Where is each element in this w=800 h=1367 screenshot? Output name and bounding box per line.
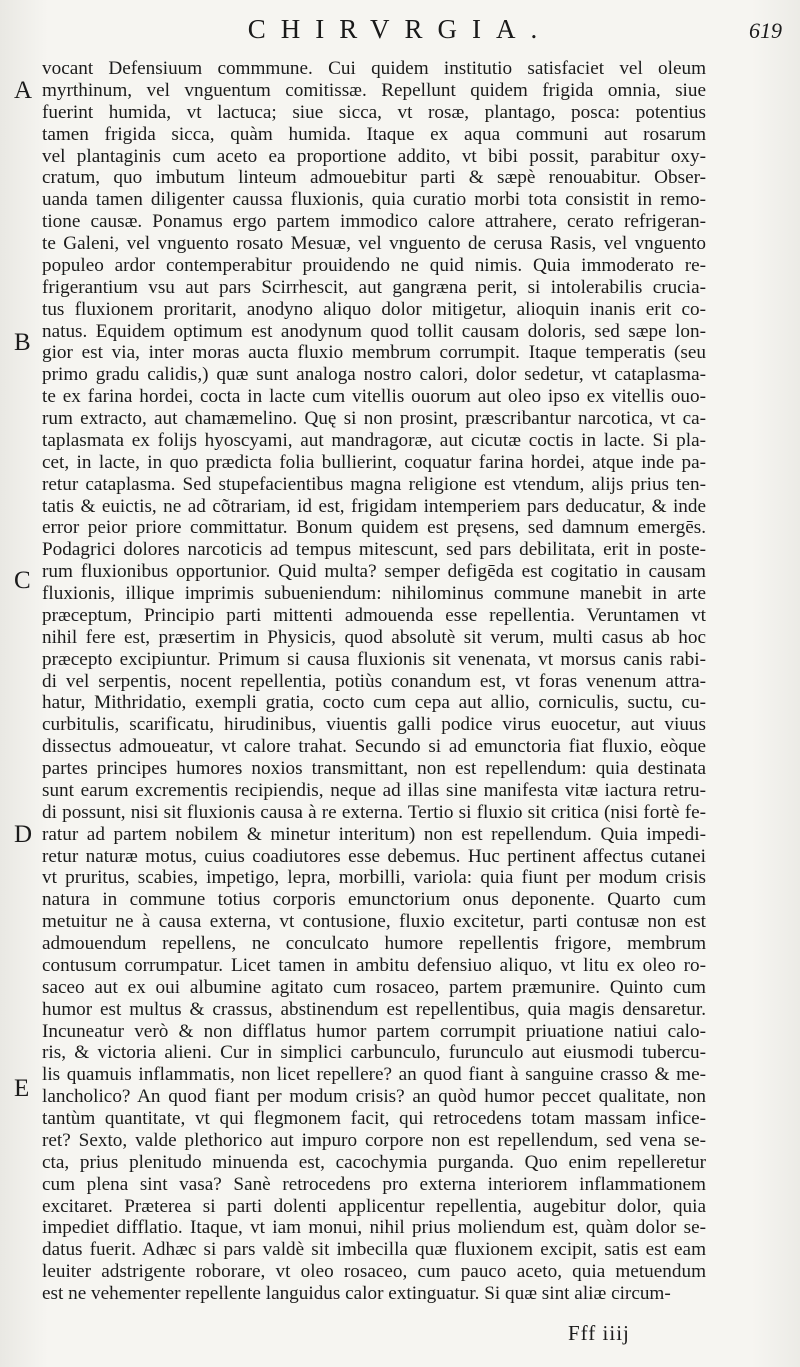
text-line: frigerantium vsu aut pars Scirrhescit, aut gangræna perit, si intolerabilis crucia- bbox=[42, 276, 706, 298]
text-line: retur cataplasma. Sed stupefacientibus magna religione est vtendum, alijs prius ten- bbox=[42, 473, 706, 495]
text-line: natus. Equidem optimum est anodynum quod tollit causam doloris, sed sæpe lon- bbox=[42, 320, 706, 342]
text-line: datus fuerit. Adhæc si pars valdè sit imbecilla quæ fluxionem excipit, satis est eam bbox=[42, 1239, 706, 1261]
text-line: fluxionis, illique imprimis subueniendum: nihilominus commune manebit in arte bbox=[42, 583, 706, 604]
text-line: di possunt, nisi sit fluxionis causa à re externa. Tertio si fluxio sit critica (nisi fortè fe- bbox=[42, 801, 706, 823]
text-line: partes principes humores noxios transmittant, non est repellendum: quia destinata bbox=[42, 758, 706, 779]
text-line: hatur, Mithridatio, exempli gratia, cocto cum cepa aut allio, corniculis, suctu, cu- bbox=[42, 692, 706, 714]
text-line: curbitulis, scarificatu, hirudinibus, viuentis galli podice virus euocetur, aut viuus bbox=[42, 714, 706, 736]
margin-marker-e: E bbox=[14, 1075, 30, 1102]
text-line: saceo aut ex oui albumine agitato cum rosaceo, partem præmunire. Quinto cum bbox=[42, 976, 706, 998]
text-line: primo gradu calidis,) quæ sunt analoga nostro calori, dolor sedetur, vt cataplasma- bbox=[42, 364, 706, 386]
text-line: gior est via, inter moras aucta fluxio membrum corrumpit. Itaque temperatis (seu bbox=[42, 342, 706, 364]
text-line: excitaret. Præterea si parti dolenti applicentur repellentia, augebitur dolor, quia bbox=[42, 1195, 706, 1217]
text-line: taplasmata ex folijs hyoscyami, aut mandragoræ, aut cicutæ coctis in lacte. Si pla- bbox=[42, 429, 706, 451]
signature-mark: Fff iiij bbox=[568, 1321, 630, 1345]
text-line: metuitur ne à causa externa, vt contusione, fluxio excitetur, parti contusæ non est bbox=[42, 911, 706, 933]
text-line: natura in commune totius corporis emunctorium onus deponente. Quarto cum bbox=[42, 889, 706, 911]
text-line: retur naturæ motus, cuius coadiutores esse debemus. Huc pertinent affectus cutanei bbox=[42, 845, 706, 867]
text-line: lancholico? An quod fiant per modum crisis? an quòd humor peccet qualitate, non bbox=[42, 1086, 706, 1108]
text-line: populeo ardor contemperabitur prouidendo ne quid nimis. Quia immoderato re- bbox=[42, 254, 706, 276]
text-line: nihil fere est, præsertim in Physicis, quod absolutè sit verum, multi casus ab hoc bbox=[42, 626, 706, 648]
text-line: tatis & euictis, ne ad cõtrariam, id est, frigidam intemperiem pars deducatur, & inde bbox=[42, 495, 706, 517]
text-line: Podagrici dolores narcoticis ad tempus mitescunt, sed pars debilitata, erit in poste- bbox=[42, 539, 706, 561]
margin-marker-c: C bbox=[14, 567, 31, 594]
text-line: tus fluxionem proritarit, anodyno aliquo dolor mitigetur, alioquin inanis erit co- bbox=[42, 298, 706, 320]
text-line: ris, & victoria alieni. Cur in simplici carbunculo, furunculo aut eiusmodi tubercu- bbox=[42, 1042, 706, 1064]
text-line: rum extracto, aut chamæmelino. Quę si non prosint, præscribantur narcotica, vt ca- bbox=[42, 408, 706, 429]
text-line: præcepto excipiuntur. Primum si causa fluxionis sit venenata, vt morsus canis rabi- bbox=[42, 648, 706, 670]
text-line: sunt earum excrementis recipiendis, neque ad illas sine manifesta vitæ iactura retru- bbox=[42, 779, 706, 801]
text-line: di vel serpentis, nocent repellentia, potiùs conandum est, vt foras venenum attra- bbox=[42, 670, 706, 692]
text-line: cum plena sint vasa? Sanè retrocedens pro externa interiorem inflammationem bbox=[42, 1173, 706, 1195]
text-line: vel plantaginis cum aceto ea proportione addito, vt bibi possit, parabitur oxy- bbox=[42, 145, 706, 167]
text-line: est ne vehementer repellente languidus calor extinguatur. Si quæ sint aliæ circum- bbox=[42, 1283, 671, 1304]
text-line: error peior priore committatur. Bonum quidem est pręsens, sed damnum emergēs. bbox=[42, 517, 706, 539]
text-line: Incuneatur verò & non difflatus humor partem corrumpit priuatione natiui calo- bbox=[42, 1020, 706, 1042]
text-line: vocant Defensiuum commmune. Cui quidem institutio satisfaciet vel oleum bbox=[42, 58, 706, 79]
margin-marker-b: B bbox=[14, 329, 31, 356]
text-line: te Galeni, vel vnguento rosato Mesuæ, vel vnguento de cerusa Rasis, vel vnguento bbox=[42, 233, 706, 254]
text-line: ratur ad partem nobilem & minetur interitum) non est repellendum. Quia impedi- bbox=[42, 823, 706, 845]
text-line: lis quamuis inflammatis, non licet repellere? an quod fiant à sanguine crasso & me- bbox=[42, 1064, 706, 1086]
margin-marker-a: A bbox=[14, 77, 33, 104]
margin-marker-d: D bbox=[14, 821, 33, 848]
text-line: cta, prius plenitudo minuenda est, cacochymia purganda. Quo enim repelleretur bbox=[42, 1151, 706, 1173]
text-line: myrthinum, vel vnguentum comitissæ. Repellunt quidem frigida omnia, siue bbox=[42, 79, 706, 101]
text-line: dissectus admoueatur, vt calore trahat. Secundo si ad emunctoria fiat fluxio, eòque bbox=[42, 736, 706, 758]
text-line: te ex farina hordei, cocta in lacte cum vitellis ouorum aut oleo ipso ex vitellis ouo- bbox=[42, 386, 706, 408]
text-line: tantùm quantitate, vt qui flegmonem facit, qui retrocedens totam massam infice- bbox=[42, 1108, 706, 1129]
text-line: admouendum repellens, ne conculcato humore repellentis frigore, membrum bbox=[42, 933, 706, 954]
text-line: tione causæ. Ponamus ergo partem immodico calore attrahere, cerato refrigeran- bbox=[42, 211, 706, 233]
text-line: uanda tamen diligenter caussa fluxionis, quia curatio morbi tota consistit in remo- bbox=[42, 189, 706, 211]
text-line: leuiter adstrigente roborare, vt oleo rosaceo, cum pauco aceto, quia metuendum bbox=[42, 1261, 706, 1283]
text-line: præceptum, Principio parti mittenti admouenda esse repellentia. Veruntamen vt bbox=[42, 604, 706, 626]
page-number: 619 bbox=[749, 18, 782, 43]
text-line: humor est multus & crassus, abstinendum est repellentibus, quia magis densaretur. bbox=[42, 998, 706, 1020]
text-line: cet, in lacte, in quo prædicta folia bullierint, coquatur farina hordei, atque inde pa- bbox=[42, 451, 706, 473]
text-line: cratum, quo imbutum linteum admouebitur parti & sæpè renouabitur. Obser- bbox=[42, 167, 706, 189]
text-line: impediet difflatio. Itaque, vt iam monui, nihil prius moliendum est, quàm dolor se- bbox=[42, 1217, 706, 1239]
text-line: tamen frigida sicca, quàm humida. Itaque ex aqua communi aut rosarum bbox=[42, 123, 706, 145]
running-title: CHIRVRGIA. bbox=[247, 14, 553, 44]
text-line: rum fluxionibus opportunior. Quid multa? semper defigēda est cogitatio in causam bbox=[42, 561, 706, 583]
text-line: ret? Sexto, valde plethorico aut impuro corpore non est repellendum, sed vena se- bbox=[42, 1129, 706, 1151]
text-line: contusum corrumpatur. Licet tamen in ambitu defensiuo aliquo, vt litu ex oleo ro- bbox=[42, 954, 706, 976]
text-line: fuerint humida, vt lactuca; siue sicca, vt rosæ, plantago, posca: potentius bbox=[42, 101, 706, 123]
text-line: vt pruritus, scabies, impetigo, lepra, morbilli, variola: quia fiunt per modum crisis bbox=[42, 867, 706, 889]
body-text bbox=[42, 58, 706, 1305]
